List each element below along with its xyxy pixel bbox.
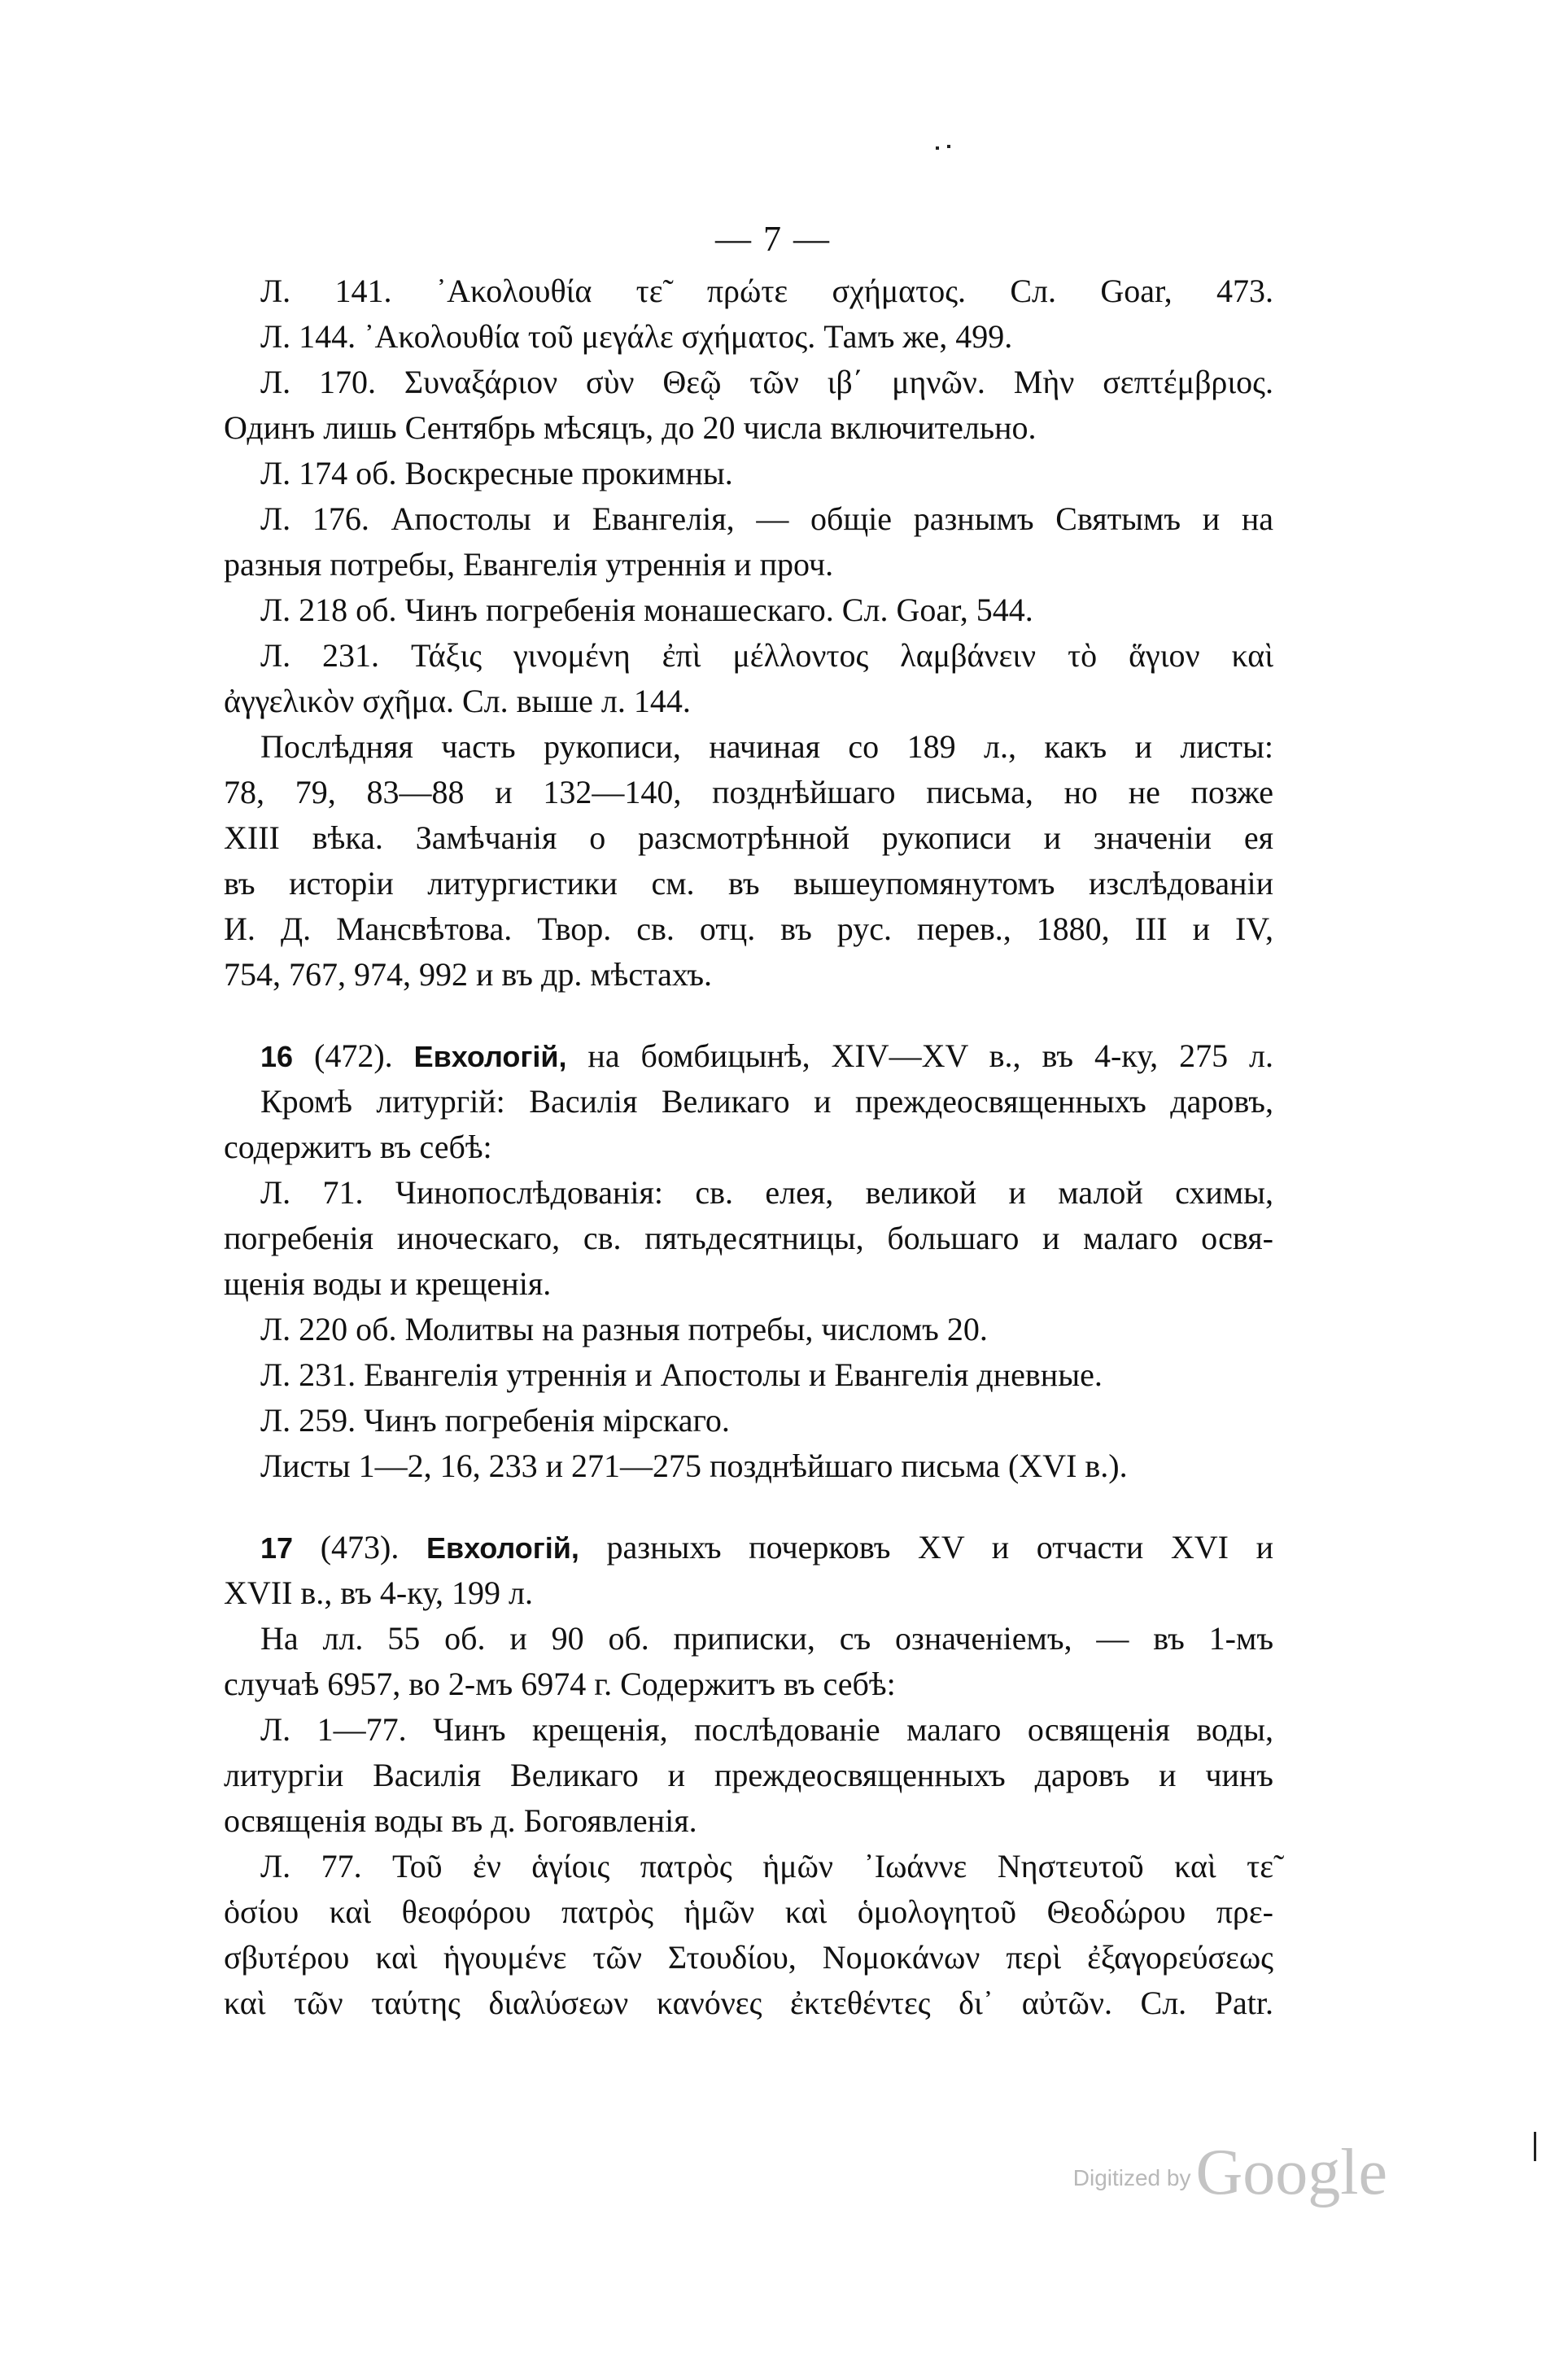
text-line: Л. 170. Συναξάριον σὺν Θεῷ τῶν ιβ΄ μηνῶν. Μὴν σεπτέμβριος. <box>260 364 1273 400</box>
text-line: καὶ τῶν ταύτης διαλύσεων κανόνες ἐκτεθέντες δι᾿ αὐτῶν. Сл. Patr. <box>224 1985 1273 2021</box>
scan-artifact <box>936 146 939 150</box>
text-line: содержитъ въ себѣ: <box>224 1129 492 1165</box>
text-line: На лл. 55 об. и 90 об. приписки, съ означеніемъ, — въ 1-мъ <box>260 1620 1273 1657</box>
text-line: разныя потребы, Евангелія утреннія и проч. <box>224 546 834 583</box>
text-line: 754, 767, 974, 992 и въ др. мѣстахъ. <box>224 956 712 993</box>
text-line: 78, 79, 83—88 и 132—140, позднѣйшаго письма, но не позже <box>224 774 1273 810</box>
text-line: Листы 1—2, 16, 233 и 271—275 позднѣйшаго письма (XVI в.). <box>260 1448 1128 1484</box>
page-number: — 7 — <box>715 219 831 259</box>
section-gap <box>224 1489 1273 1525</box>
entry-title: Евхологій, <box>413 1040 567 1073</box>
text-line: Послѣдняя часть рукописи, начиная со 189 л., какъ и листы: <box>260 728 1273 765</box>
text-line: Л. 176. Апостолы и Евангелія, — общіе разнымъ Святымъ и на <box>260 500 1273 537</box>
text-line: погребенія иноческаго, св. пятьдесятницы, большаго и малаго освя- <box>224 1220 1273 1256</box>
text-line: Л. 71. Чинопослѣдованія: св. елея, великой и малой схимы, <box>260 1174 1273 1211</box>
google-logo: Google <box>1195 2137 1387 2208</box>
entry-17-heading <box>224 1525 1273 1570</box>
scan-artifact <box>947 145 950 148</box>
text-line: XIII вѣка. Замѣчанія о разсмотрѣнной рукописи и значеніи ея <box>224 819 1273 856</box>
text-line: въ исторіи литургистики см. въ вышеупомянутомъ изслѣдованіи <box>224 865 1273 902</box>
scan-artifact <box>1534 2132 1536 2161</box>
entry-description: разныхъ почерковъ XV и отчасти XVI и <box>606 1529 1274 1566</box>
watermark-prefix: Digitized by <box>1072 2165 1191 2190</box>
text-line: литургіи Василія Великаго и преждеосвященныхъ даровъ и чинъ <box>224 1757 1273 1793</box>
entry-number: 16 <box>260 1040 294 1073</box>
text-line: XVII в., въ 4-ку, 199 л. <box>224 1574 534 1611</box>
text-line: Л. 231. Евангелія утреннія и Апостолы и Евангелія дневные. <box>260 1356 1103 1393</box>
text-line: Одинъ лишь Сентябрь мѣсяцъ, до 20 числа включительно. <box>224 409 1037 446</box>
entry-title: Евхологій, <box>426 1531 579 1565</box>
entry-16-heading <box>224 1033 1273 1079</box>
text-line: Л. 141. ᾿Ακολουθία τε̃ πρώτε σχήματος. Сл. Goar, 473. <box>260 273 1273 309</box>
entry-code: (473). <box>320 1529 400 1566</box>
entry-code: (472). <box>314 1037 393 1074</box>
text-line: Л. 144. ᾿Ακολουθία τοῦ μεγάλε σχήματος. Тамъ же, 499. <box>260 318 1013 355</box>
section-gap <box>224 998 1273 1033</box>
text-line: Л. 1—77. Чинъ крещенія, послѣдованіе малаго освященія воды, <box>260 1711 1273 1748</box>
text-line: Л. 77. Τοῦ ἐν ἁγίοις πατρὸς ἡμῶν ᾿Ιωάννε Νηστευτοῦ καὶ τε̃ <box>260 1848 1273 1884</box>
text-line: ὁσίου καὶ θεοφόρου πατρὸς ἡμῶν καὶ ὁμολογητοῦ Θεοδώρου πρε- <box>224 1893 1273 1930</box>
text-line: щенія воды и крещенія. <box>224 1265 552 1302</box>
text-line: Л. 231. Τάξις γινομένη ἐπὶ μέλλοντος λαμβάνειν τὸ ἅγιον καὶ <box>260 637 1273 674</box>
text-line: освященія воды въ д. Богоявленія. <box>224 1802 697 1839</box>
text-line: Л. 218 об. Чинъ погребенія монашескаго. Сл. Goar, 544. <box>260 592 1033 628</box>
entry-number: 17 <box>260 1531 294 1565</box>
text-line: Л. 220 об. Молитвы на разныя потребы, числомъ 20. <box>260 1311 988 1347</box>
text-line: И. Д. Мансвѣтова. Твор. св. отц. въ рус. перев., 1880, III и IV, <box>224 911 1273 947</box>
text-line: Л. 259. Чинъ погребенія мірскаго. <box>260 1402 730 1439</box>
page-text <box>224 269 1273 2026</box>
text-line: Л. 174 об. Воскресные прокимны. <box>260 455 733 491</box>
text-line: ἀγγελικὸν σχῆμα. Сл. выше л. 144. <box>224 683 691 719</box>
text-line: случаѣ 6957, во 2-мъ 6974 г. Содержитъ въ себѣ: <box>224 1666 896 1702</box>
entry-description: на бомбицынѣ, XIV—XV в., въ 4-ку, 275 л. <box>587 1037 1274 1074</box>
text-line: σβυτέρου καὶ ἡγουμένε τῶν Στουδίου, Νομοκάνων περὶ ἐξαγορεύσεως <box>224 1939 1273 1976</box>
text-line: Кромѣ литургій: Василія Великаго и преждеосвященныхъ даровъ, <box>260 1083 1273 1120</box>
digitized-watermark <box>1073 2136 1387 2210</box>
